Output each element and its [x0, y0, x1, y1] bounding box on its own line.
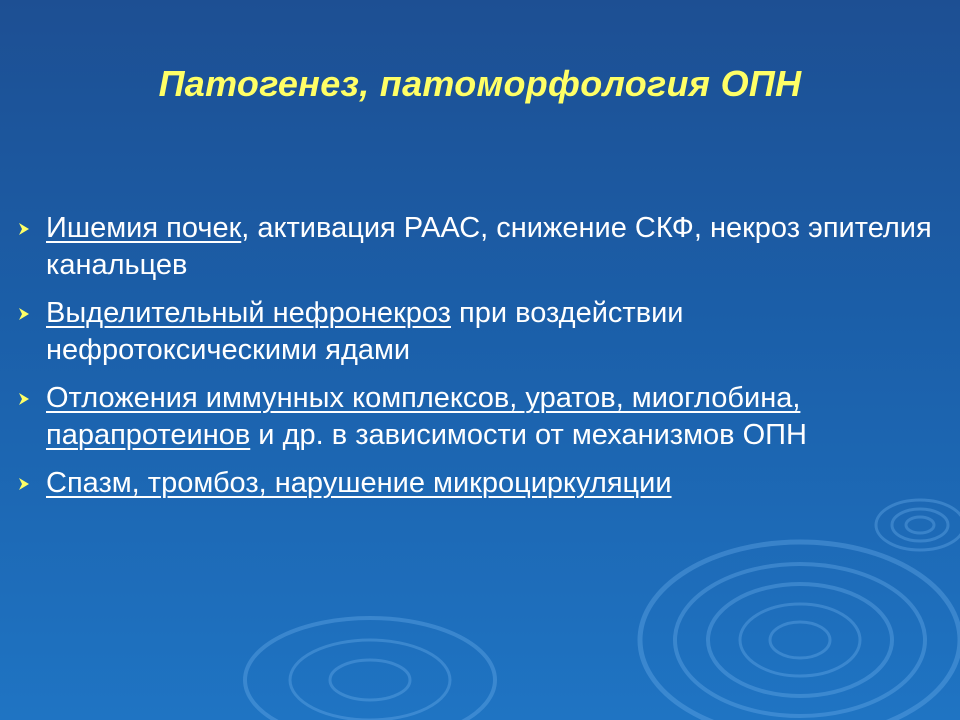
bullet-underlined-text: Отложения иммунных комплексов, уратов, миоглобина, парапротеинов [46, 382, 801, 451]
arrow-bullet-icon [16, 306, 32, 322]
arrow-bullet-icon [16, 221, 32, 237]
bullet-item [14, 380, 949, 454]
bullet-text: при воздействии нефротоксическими ядами [46, 297, 684, 366]
bullet-item [14, 295, 949, 369]
arrow-bullet-icon [16, 391, 32, 407]
arrow-bullet-icon [16, 476, 32, 492]
bullet-underlined-text: Спазм, тромбоз, нарушение микроциркуляции [46, 467, 672, 499]
bullet-list [14, 210, 949, 513]
bullet-item [14, 210, 949, 284]
slide-title: Патогенез, патоморфология ОПН [158, 63, 802, 104]
bullet-underlined-text: Ишемия почек [46, 212, 242, 244]
bullet-text: и др. в зависимости от механизмов ОПН [250, 419, 807, 451]
bullet-item [14, 465, 949, 502]
bullet-underlined-text: Выделительный нефронекроз [46, 297, 451, 329]
bullet-text: , активация РААС, снижение СКФ, некроз эпителия канальцев [46, 212, 932, 281]
